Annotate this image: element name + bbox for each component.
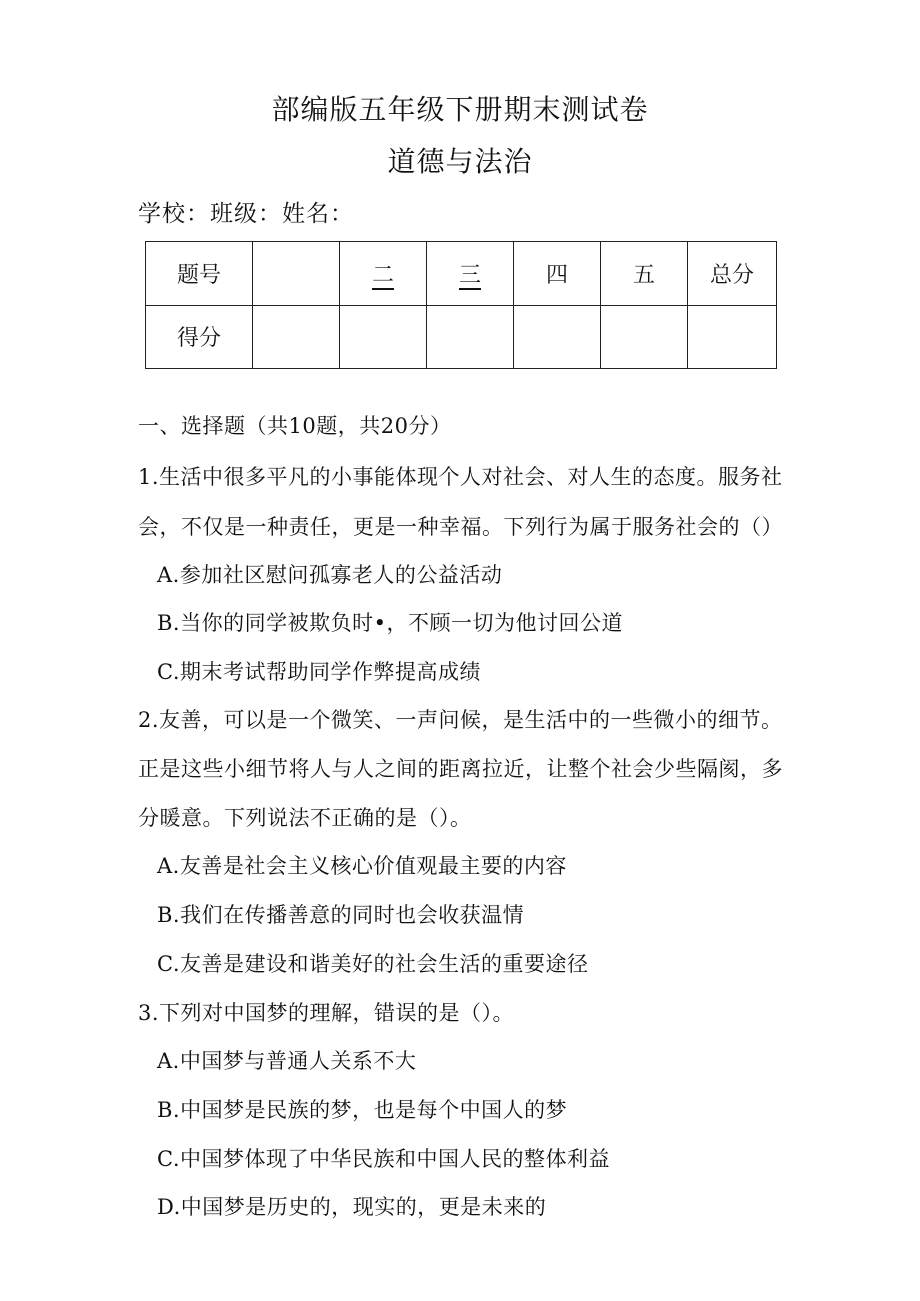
student-info-line: 学校：班级：姓名： [138, 201, 354, 227]
question-2-option-a: A.友善是社会主义核心价值观最主要的内容 [157, 854, 567, 878]
question-1-option-a: A.参加社区慰问孤寡老人的公益活动 [157, 563, 503, 587]
question-3-option-d: D.中国梦是历史的，现实的，更是未来的 [157, 1195, 547, 1219]
question-2-option-c: C.友善是建设和谐美好的社会生活的重要途径 [157, 952, 589, 976]
question-2-line-3: 分暖意。下列说法不正确的是（）。 [138, 806, 472, 830]
total-score-header: 总分 [688, 242, 777, 306]
section-4-header: 四 [514, 242, 601, 306]
question-3-option-a: A.中国梦与普通人关系不大 [157, 1049, 417, 1073]
score-cell-5 [601, 305, 688, 369]
score-cell-total [688, 305, 777, 369]
question-1-line-2: 会，不仅是一种责任，更是一种幸福。下列行为属于服务社会的（） [138, 515, 783, 539]
question-3-option-b: B.中国梦是民族的梦，也是每个中国人的梦 [157, 1098, 568, 1122]
exam-subject: 道德与法治 [387, 145, 533, 178]
score-label: 得分 [146, 305, 253, 369]
score-cell-1 [253, 305, 340, 369]
question-number-label: 题号 [146, 242, 253, 306]
score-cell-4 [514, 305, 601, 369]
section-3-header: 三 [427, 242, 514, 306]
score-table [145, 241, 777, 369]
question-2-line-1: 2.友善，可以是一个微笑、一声问候，是生活中的一些微小的细节。 [138, 708, 783, 732]
exam-title: 部编版五年级下册期末测试卷 [271, 93, 649, 126]
question-3-option-c: C.中国梦体现了中华民族和中国人民的整体利益 [157, 1147, 610, 1171]
score-table-header-row [146, 242, 777, 306]
section-heading: 一、选择题（共10题，共20分） [138, 414, 452, 438]
score-cell-2 [340, 305, 427, 369]
question-1-option-c: C.期末考试帮助同学作弊提高成绩 [157, 660, 481, 684]
question-1-option-b: B.当你的同学被欺负时•，不顾一切为他讨回公道 [157, 611, 623, 635]
section-5-header: 五 [601, 242, 688, 306]
question-1-line-1: 1.生活中很多平凡的小事能体现个人对社会、对人生的态度。服务社 [138, 465, 783, 489]
section-2-header: 二 [340, 242, 427, 306]
question-3-line-1: 3.下列对中国梦的理解，错误的是（）。 [138, 1001, 515, 1025]
question-2-line-2: 正是这些小细节将人与人之间的距离拉近，让整个社会少些隔阂，多 [138, 757, 783, 781]
score-table-score-row [146, 305, 777, 369]
section-1-header [253, 242, 340, 306]
score-cell-3 [427, 305, 514, 369]
question-2-option-b: B.我们在传播善意的同时也会收获温情 [157, 903, 525, 927]
